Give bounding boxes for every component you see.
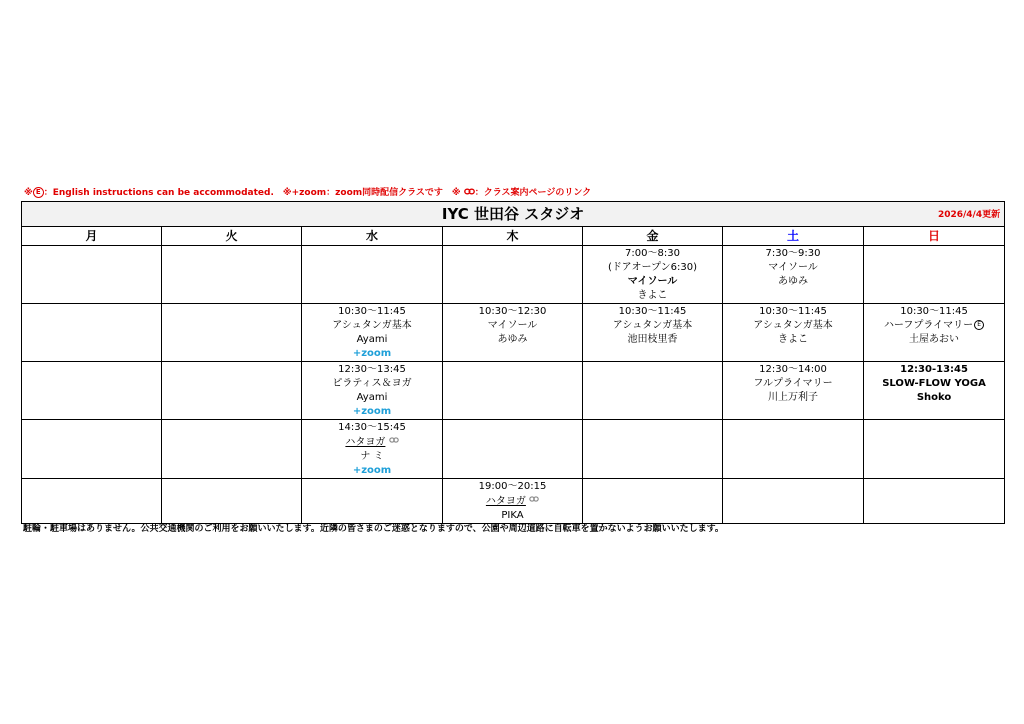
class-name: マイソール <box>768 262 818 273</box>
table-row <box>22 246 1005 304</box>
class-teacher: Ayami <box>356 392 388 403</box>
cell-empty <box>583 479 723 524</box>
class-cell-wed-ashtanga <box>302 304 443 362</box>
table-row <box>22 479 1005 524</box>
class-cell-fri-mysore <box>583 246 723 304</box>
notice-line <box>24 185 1004 199</box>
class-name-row <box>443 494 582 509</box>
class-teacher: 川上万利子 <box>768 392 818 403</box>
class-name: マイソール <box>627 276 678 287</box>
class-teacher: 土屋あおい <box>909 334 960 345</box>
class-teacher: Shoko <box>916 392 952 403</box>
cell-empty <box>583 420 723 479</box>
class-time: 10:30～11:45 <box>900 306 968 317</box>
table-row <box>22 420 1005 479</box>
notice-mark: ※ <box>24 188 33 198</box>
class-teacher: あゆみ <box>497 334 528 345</box>
class-name: アシュタンガ基本 <box>753 320 833 331</box>
zoom-badge: +zoom <box>352 348 392 359</box>
cell-empty <box>162 479 302 524</box>
notice-text: ：English instructions can be accommodated. ※+zoom：zoom同時配信クラスです ※ <box>43 188 461 198</box>
class-teacher: あゆみ <box>778 276 808 287</box>
studio-title: IYC 世田谷 スタジオ <box>441 205 585 223</box>
link-icon[interactable] <box>529 494 539 508</box>
cell-empty <box>723 420 864 479</box>
class-time: 12:30～13:45 <box>338 364 406 375</box>
class-cell-sat-full-primary <box>723 362 864 420</box>
class-time: 19:00～20:15 <box>478 481 547 492</box>
cell-empty <box>302 479 443 524</box>
cell-empty <box>443 420 583 479</box>
cell-empty <box>443 246 583 304</box>
day-mon: 月 <box>22 227 162 246</box>
class-cell-wed-pilates <box>302 362 443 420</box>
cell-empty <box>22 304 162 362</box>
footer-note: 駐輪・駐車場はありません。公共交通機関のご利用をお願いいたします。近隣の皆さまのご迷惑となりますので、公園や周辺道路に自転車を置かないようお願いいたします。 <box>23 524 724 534</box>
table-row <box>22 304 1005 362</box>
table-row <box>22 362 1005 420</box>
class-time: 7:30～9:30 <box>765 248 821 259</box>
class-cell-sat-ashtanga <box>723 304 864 362</box>
class-name: ハーフプライマリー <box>883 320 974 331</box>
cell-empty <box>583 362 723 420</box>
day-tue: 火 <box>162 227 302 246</box>
day-sat: 土 <box>723 227 864 246</box>
cell-empty <box>22 420 162 479</box>
class-time: 10:30～12:30 <box>478 306 547 317</box>
studio-title-cell <box>22 202 1005 227</box>
english-circle-icon: E <box>974 320 984 330</box>
cell-empty <box>162 362 302 420</box>
class-link[interactable]: ハタヨガ <box>485 496 526 507</box>
link-icon[interactable] <box>389 435 399 449</box>
class-name-row <box>302 435 442 450</box>
class-note: (ドアオープン6:30) <box>608 262 697 273</box>
cell-empty <box>302 246 443 304</box>
class-teacher: ナ ミ <box>360 451 384 462</box>
cell-empty <box>162 246 302 304</box>
day-thu: 木 <box>443 227 583 246</box>
class-cell-wed-hatha <box>302 420 443 479</box>
cell-empty <box>162 304 302 362</box>
class-teacher: Ayami <box>356 334 388 345</box>
class-name: フルプライマリー <box>753 378 833 389</box>
class-cell-fri-ashtanga <box>583 304 723 362</box>
class-time: 12:30-13:45 <box>900 364 968 375</box>
updated-date: 2026/4/4更新 <box>937 210 1001 220</box>
cell-empty <box>864 479 1005 524</box>
class-teacher: きよこ <box>778 334 808 345</box>
class-name-row <box>864 319 1004 333</box>
notice-link-text: ：クラス案内ページのリンク <box>474 188 592 198</box>
cell-empty <box>22 246 162 304</box>
class-name: アシュタンガ基本 <box>332 320 412 331</box>
class-teacher: きよこ <box>637 290 668 301</box>
cell-empty <box>723 479 864 524</box>
cell-empty <box>443 362 583 420</box>
class-name: ピラティス＆ヨガ <box>332 378 412 389</box>
class-cell-sat-mysore <box>723 246 864 304</box>
zoom-badge: +zoom <box>352 406 392 417</box>
class-time: 10:30～11:45 <box>338 306 406 317</box>
class-cell-thu-mysore <box>443 304 583 362</box>
class-name: SLOW-FLOW YOGA <box>882 378 986 389</box>
link-icon <box>464 187 475 199</box>
class-time: 10:30～11:45 <box>759 306 827 317</box>
day-sun: 日 <box>864 227 1005 246</box>
class-teacher: 池田枝里香 <box>627 334 678 345</box>
class-time: 10:30～11:45 <box>618 306 687 317</box>
cell-empty <box>864 420 1005 479</box>
day-wed: 水 <box>302 227 443 246</box>
class-time: 12:30～14:00 <box>759 364 827 375</box>
class-cell-thu-hatha <box>443 479 583 524</box>
english-circle-icon: E <box>33 187 44 198</box>
cell-empty <box>864 246 1005 304</box>
class-name: アシュタンガ基本 <box>612 320 693 331</box>
cell-empty <box>22 362 162 420</box>
class-cell-sun-slow-flow <box>864 362 1005 420</box>
class-link[interactable]: ハタヨガ <box>345 437 386 448</box>
class-cell-sun-half-primary <box>864 304 1005 362</box>
cell-empty <box>22 479 162 524</box>
class-teacher: PIKA <box>501 510 524 521</box>
class-name: マイソール <box>487 320 538 331</box>
cell-empty <box>162 420 302 479</box>
class-time: 7:00～8:30 <box>625 248 680 259</box>
schedule-table <box>21 201 1005 524</box>
zoom-badge: +zoom <box>352 465 392 476</box>
day-fri: 金 <box>583 227 723 246</box>
class-time: 14:30～15:45 <box>338 422 406 433</box>
